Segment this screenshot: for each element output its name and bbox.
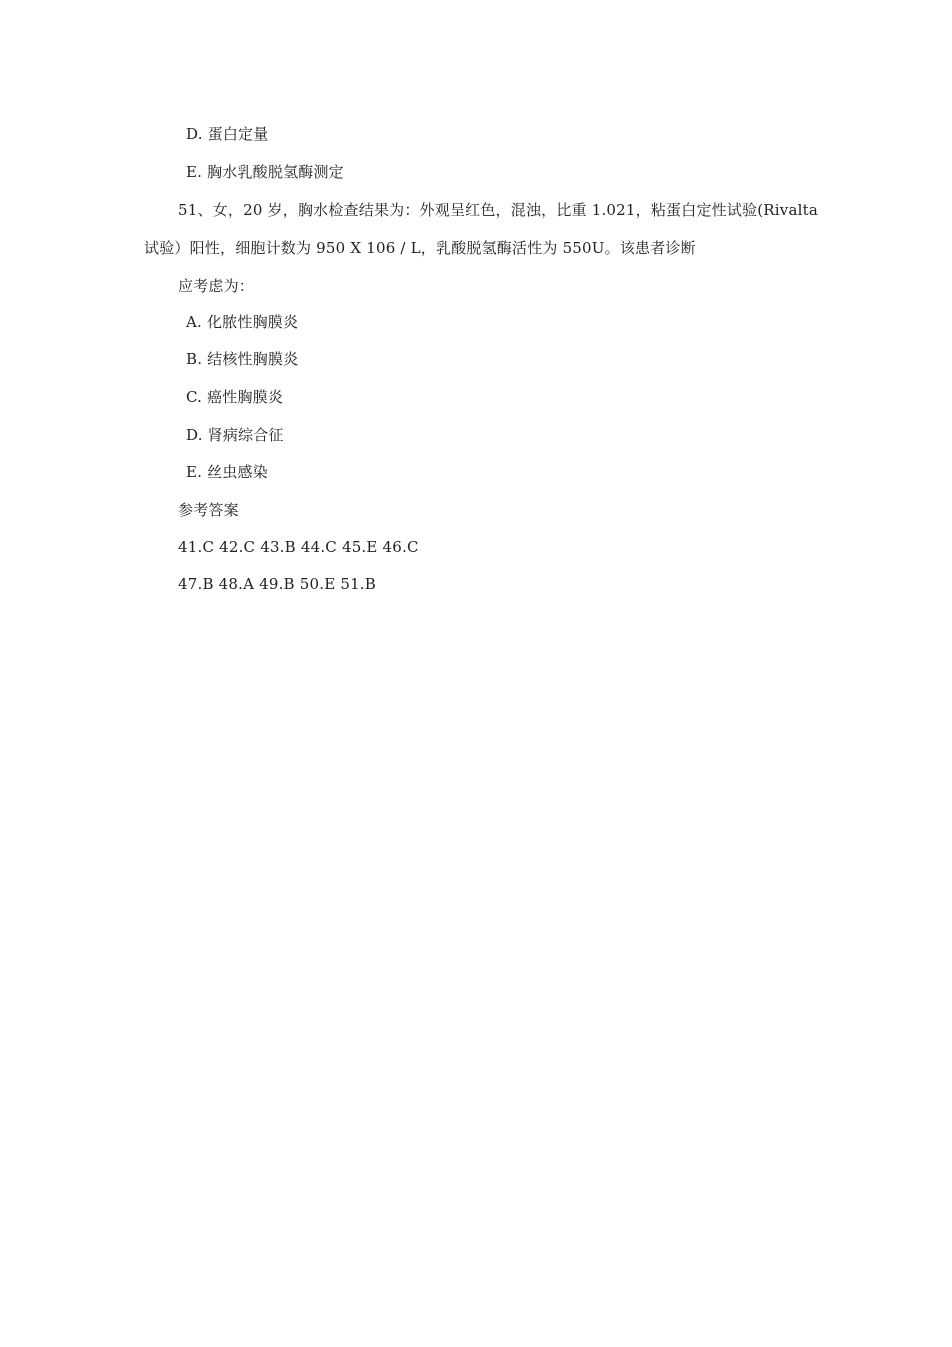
answers-row-2: 47.B 48.A 49.B 50.E 51.B bbox=[178, 575, 376, 593]
option-e: E. 丝虫感染 bbox=[186, 463, 268, 481]
option-a: A. 化脓性胸膜炎 bbox=[186, 313, 299, 331]
prev-option-e: E. 胸水乳酸脱氢酶测定 bbox=[186, 163, 344, 181]
question-51-line-3: 应考虑为： bbox=[178, 277, 255, 295]
option-c: C. 癌性胸膜炎 bbox=[186, 388, 284, 406]
answers-heading: 参考答案 bbox=[178, 501, 239, 519]
answers-row-1: 41.C 42.C 43.B 44.C 45.E 46.C bbox=[178, 538, 419, 556]
prev-option-d: D. 蛋白定量 bbox=[186, 125, 269, 143]
option-d: D. 肾病综合征 bbox=[186, 426, 284, 444]
option-b: B. 结核性胸膜炎 bbox=[186, 350, 299, 368]
question-51-line-1: 51、女，20 岁，胸水检查结果为：外观呈红色，混浊，比重 1.021，粘蛋白定性试验(Rivalta bbox=[178, 201, 818, 219]
question-51-line-2: 试验）阳性，细胞计数为 950 X 106 / L，乳酸脱氢酶活性为 550U。该患者诊断 bbox=[144, 239, 696, 257]
